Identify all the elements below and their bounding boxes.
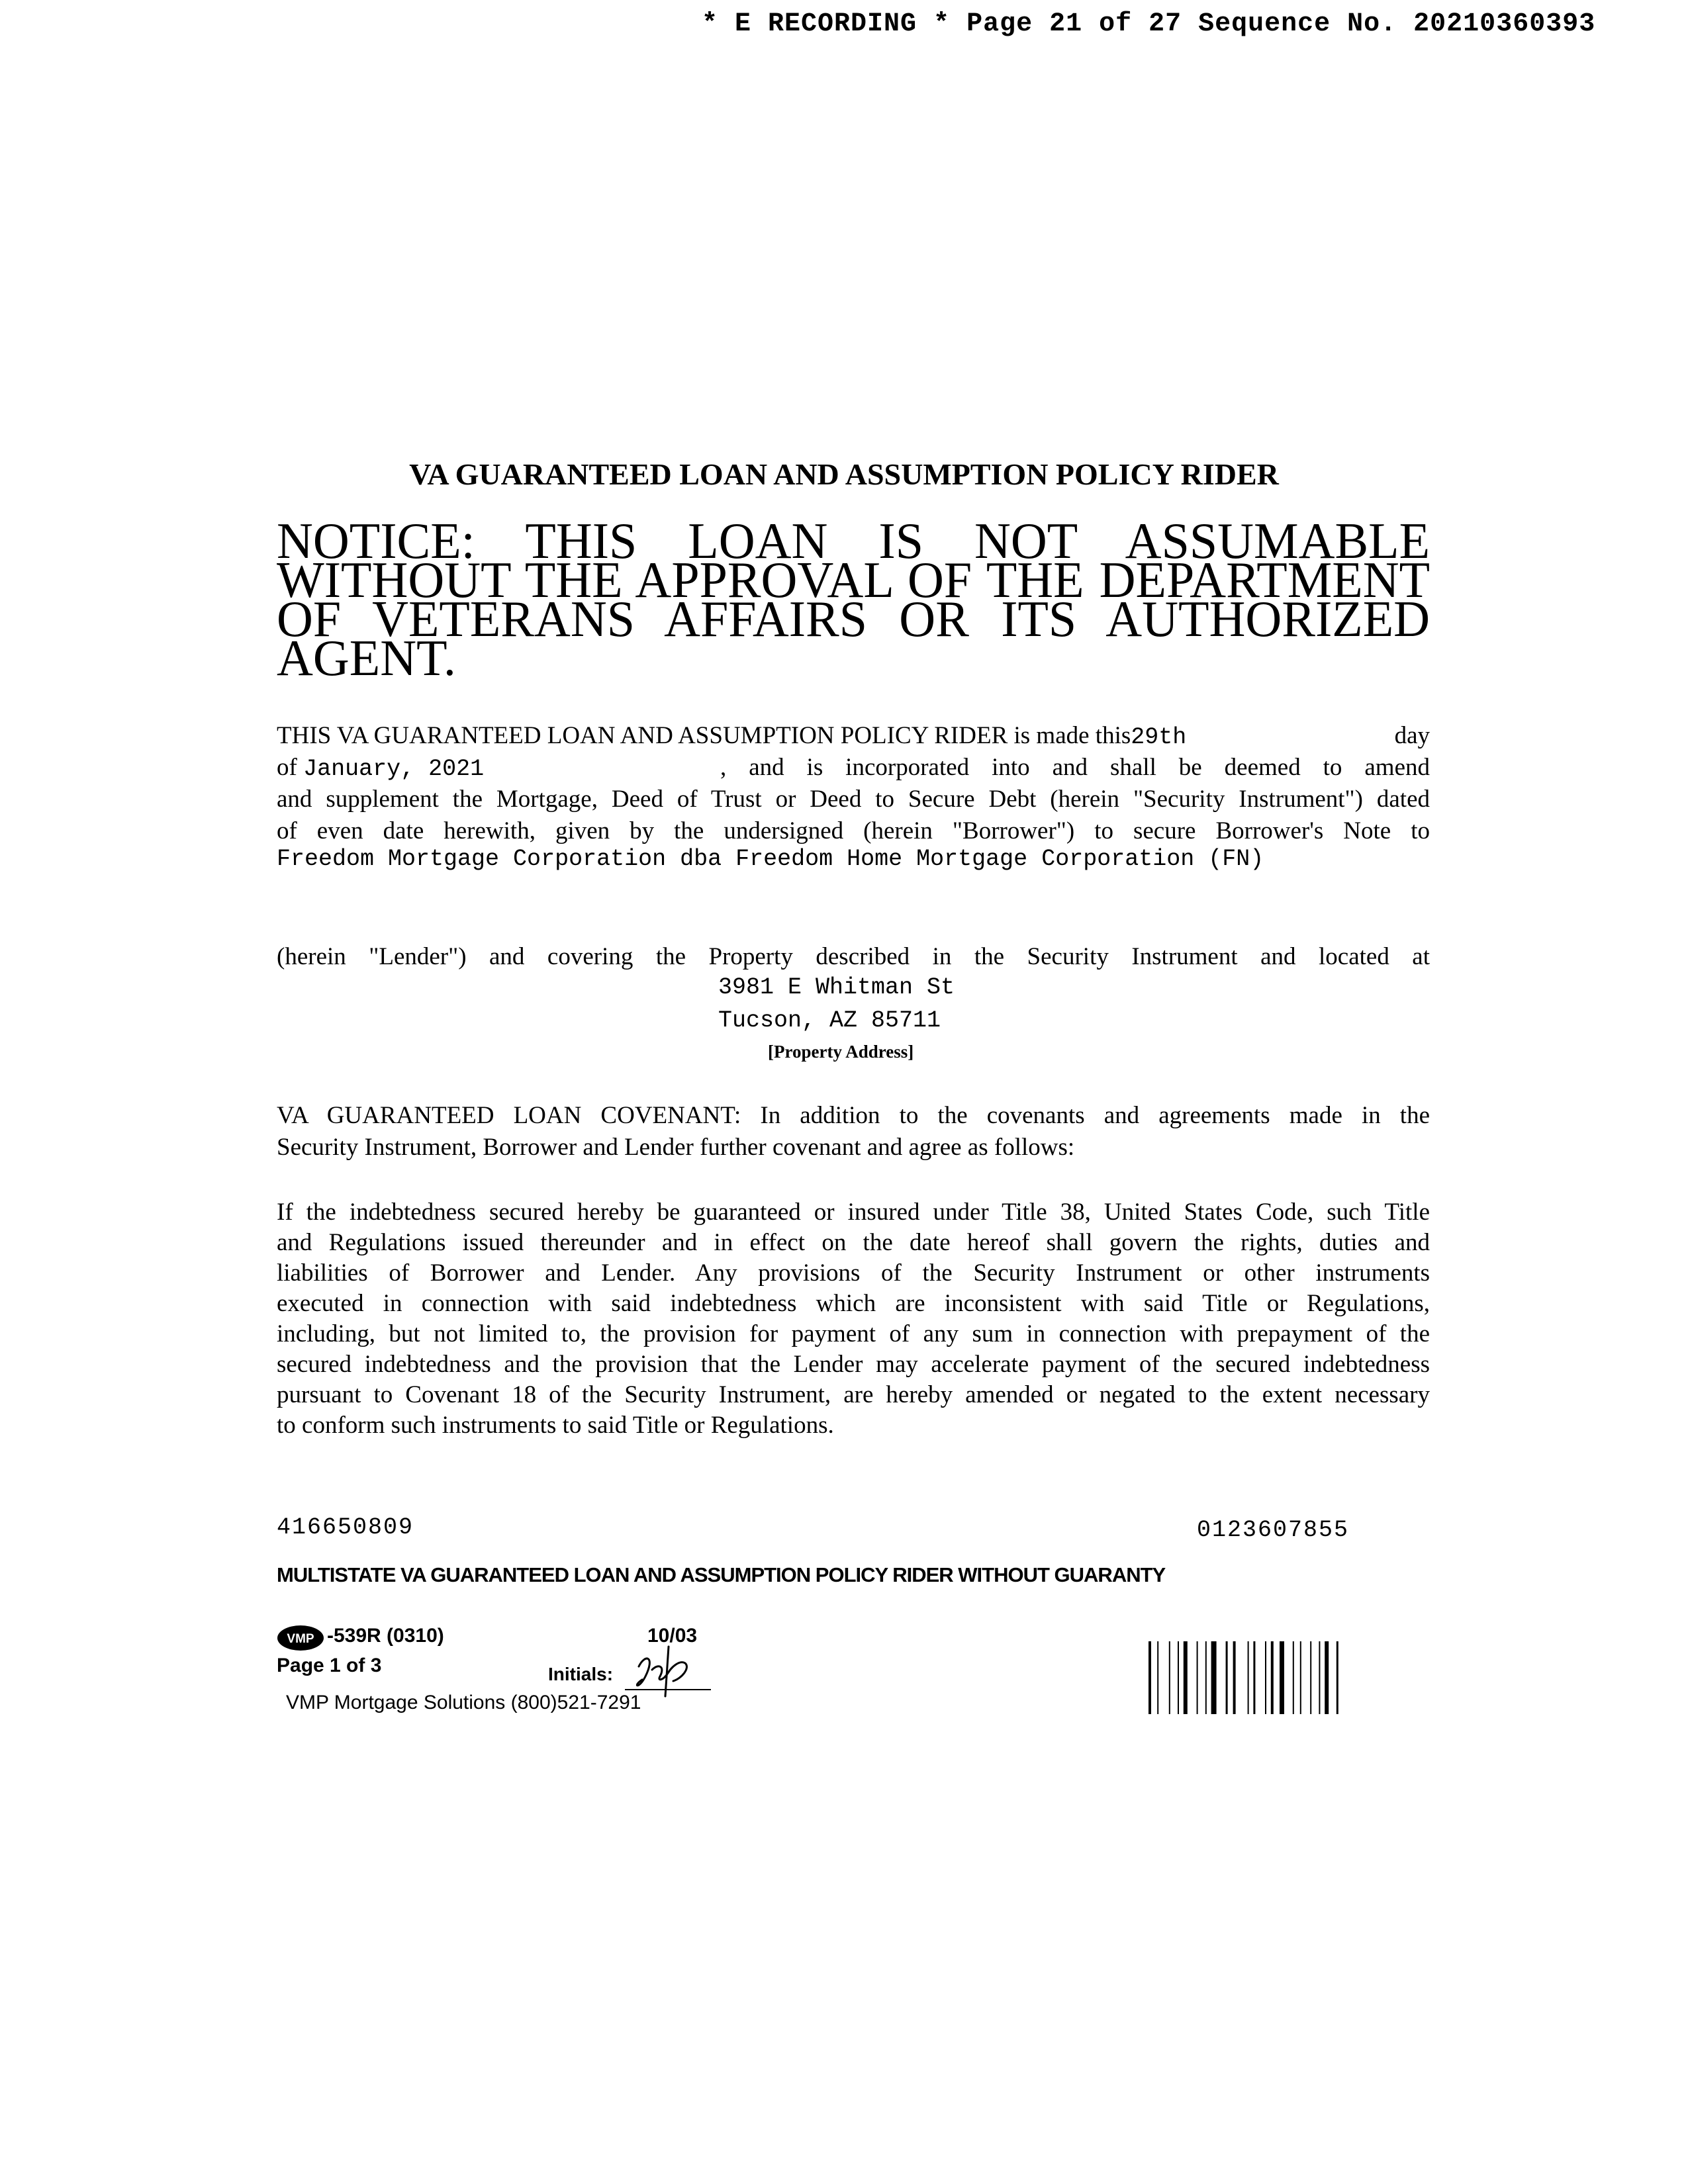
form-code: -539R (0310) bbox=[327, 1625, 444, 1647]
document-number: 0123607855 bbox=[1197, 1517, 1350, 1543]
vmp-logo-icon bbox=[277, 1625, 324, 1651]
form-title: MULTISTATE VA GUARANTEED LOAN AND ASSUMPTION POLICY RIDER WITHOUT GUARANTY bbox=[277, 1563, 1166, 1586]
intro-paragraph bbox=[277, 720, 1430, 847]
intro-made-this: THIS VA GUARANTEED LOAN AND ASSUMPTION POLICY RIDER is made this bbox=[277, 722, 1131, 749]
lender-name: Freedom Mortgage Corporation dba Freedom Home Mortgage Corporation (FN) bbox=[277, 846, 1264, 872]
document-title: VA GUARANTEED LOAN AND ASSUMPTION POLICY RIDER bbox=[409, 457, 1279, 491]
day-word: day bbox=[1394, 722, 1430, 749]
property-address-label: [Property Address] bbox=[768, 1042, 914, 1062]
body-line: pursuant to Covenant 18 of the Security Instrument, are hereby amended or negated to the extent necessary bbox=[277, 1381, 1430, 1408]
covenant-heading-line-1: VA GUARANTEED LOAN COVENANT: In addition to the covenants and agreements made in the bbox=[277, 1102, 1430, 1129]
body-line: secured indebtedness and the provision that the Lender may accelerate payment of the secured indebtedness bbox=[277, 1351, 1430, 1378]
assumption-notice: NOTICE: THIS LOAN IS NOT ASSUMABLE WITHOUT THE APPROVAL OF THE DEPARTMENT OF VETERANS AFFAIRS OR ITS AUTHORIZED AGENT. bbox=[277, 512, 1430, 687]
initials-signature-icon bbox=[619, 1640, 705, 1700]
intro-line-1 bbox=[277, 720, 1430, 752]
body-line: to conform such instruments to said Title or Regulations. bbox=[277, 1412, 834, 1439]
property-address-line-1: 3981 E Whitman St bbox=[718, 974, 955, 1001]
recording-header: * E RECORDING * Page 21 of 27 Sequence No. 20210360393 bbox=[702, 9, 1596, 39]
month-year-value: January, 2021 bbox=[303, 756, 485, 782]
body-line: executed in connection with said indebtedness which are inconsistent with said Title or Regulations, bbox=[277, 1290, 1430, 1317]
intro-line-4: of even date herewith, given by the undersigned (herein "Borrower") to secure Borrower's Note to bbox=[277, 817, 1430, 844]
intro-incorporated: , and is incorporated into and shall be deemed to amend bbox=[720, 754, 1430, 781]
intro-line-3: and supplement the Mortgage, Deed of Trust or Deed to Secure Debt (herein "Security Instrument") dated bbox=[277, 786, 1430, 813]
intro-line-2 bbox=[277, 752, 1430, 784]
body-line: liabilities of Borrower and Lender. Any provisions of the Security Instrument or other instruments bbox=[277, 1259, 1430, 1287]
barcode-icon bbox=[1149, 1641, 1432, 1714]
body-line: and Regulations issued thereunder and in effect on the date hereof shall govern the rights, duties and bbox=[277, 1229, 1430, 1256]
covenant-heading bbox=[277, 1100, 1430, 1163]
loan-number: 416650809 bbox=[277, 1514, 414, 1541]
body-line: If the indebtedness secured hereby be guaranteed or insured under Title 38, United States Code, such Title bbox=[277, 1199, 1430, 1226]
of-word: of bbox=[277, 754, 297, 781]
property-address-line-2: Tucson, AZ 85711 bbox=[718, 1007, 941, 1034]
vendor-contact: VMP Mortgage Solutions (800)521-7291 bbox=[286, 1692, 641, 1713]
body-line: including, but not limited to, the provision for payment of any sum in connection with prepayment of the bbox=[277, 1320, 1430, 1347]
day-value: 29th bbox=[1131, 724, 1187, 751]
page-number: Page 1 of 3 bbox=[277, 1655, 382, 1676]
initials-label: Initials: bbox=[548, 1664, 614, 1684]
covenant-heading-line-2: Security Instrument, Borrower and Lender further covenant and agree as follows: bbox=[277, 1134, 1075, 1161]
form-date: 10/03 bbox=[647, 1625, 698, 1647]
covenant-body bbox=[277, 1197, 1430, 1440]
vmp-logo-text: VMP bbox=[287, 1632, 314, 1646]
herein-lender-line: (herein "Lender") and covering the Property described in the Security Instrument and located at bbox=[277, 943, 1430, 970]
